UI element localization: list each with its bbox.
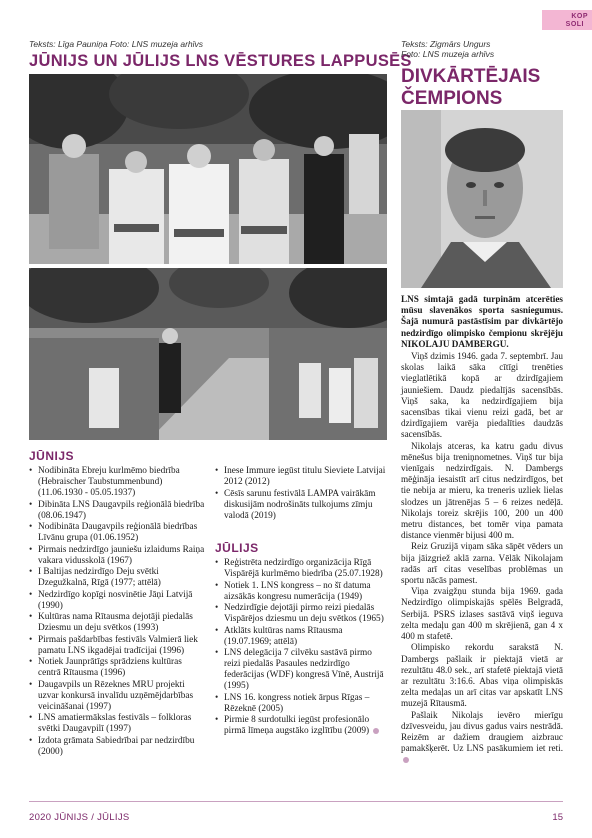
title-line: ČEMPIONS	[401, 88, 503, 109]
list-item: • Notiek Jaunprātīgs sprādziens kultūras centrā Rītausma (1996)	[29, 657, 206, 679]
article-paragraph: Nikolajs atceras, ka katru gadu divus mēnešus bija treniņnometnes. Viņš tur bija vienīgais nedzirdīgais. N. Dambergs mēģināja iesaistīt arī citus nedzirdīgos, bet tie nebija ar mieru, ka treneris uzliek lielas slodzes un jātrenējas 5 – 6 reizes nedēļā. Nikolajs toreiz skrējis 100, 200 un 400 metru distances, bet tomēr viņa pamata distance vienmēr bijusi 400 m.	[401, 440, 563, 541]
article-body	[401, 294, 563, 766]
photo-ritausma-opening	[29, 268, 387, 440]
article-lead: LNS simtajā gadā turpinām atcerēties mūsu slavenākos sporta sasniegumus. Šajā numurā pastāstīsim par divkārtējo nedzirdīgo olimpisko čempionu skrējēju NIKOLAJU DAMBERGU.	[401, 294, 563, 349]
badge-line2: SOLI	[565, 21, 584, 28]
july-heading: JŪLIJS	[215, 541, 259, 555]
list-item: • Nodibināta Ebreju kurlmēmo biedrība (Hebraischer Taubstummenbund) (11.06.1930 - 05.05.1937)	[29, 466, 206, 499]
list-item: • Inese Immure iegūst titulu Sieviete Latvijai 2012 (2012)	[215, 466, 387, 488]
kop-soli-badge	[542, 10, 592, 30]
june-list-continued	[215, 466, 387, 522]
list-item: • LNS amatiermākslas festivāls – folkloras svētki Daugavpilī (1997)	[29, 713, 206, 735]
list-item: • LNS 16. kongress notiek ārpus Rīgas – Rēzeknē (2005)	[215, 693, 387, 715]
list-item: • I Baltijas nedzirdīgo Deju svētki Dzegužkalnā, Rīgā (1977; attēlā)	[29, 567, 206, 589]
list-item: • Izdota grāmata Sabiedrībai par nedzirdību (2000)	[29, 736, 206, 758]
list-item: • Daugavpils un Rēzeknes MRU projekti uzvar konkursā invalīdu uzņēmējdarbības veicināšanai (1997)	[29, 680, 206, 713]
article-paragraph	[401, 710, 563, 766]
list-item: • Cēsīs sarunu festivālā LAMPA vairākām diskusijām nodrošināts tulkojums zīmju valodā (2019)	[215, 489, 387, 522]
footer-issue: 2020 JŪNIJS / JŪLIJS	[29, 812, 130, 823]
list-item: • Nedzirdīgie dejotāji pirmo reizi piedalās Vispārējos dziesmu un deju svētkos (1965)	[215, 603, 387, 625]
list-item: • Notiek 1. LNS kongress – no šī datuma aizsākās kongresu numerācija (1949)	[215, 581, 387, 603]
left-credit: Teksts: Līga Pauniņa Foto: LNS muzeja arhīvs	[29, 39, 204, 49]
end-marker-icon	[373, 728, 379, 734]
june-list	[29, 466, 206, 758]
right-article-title	[401, 66, 540, 110]
list-item: • Kultūras nama Rītausma dejotāji piedalās Dziesmu un deju svētkos (1993)	[29, 612, 206, 634]
right-credit-photo: Foto: LNS muzeja arhīvs	[401, 49, 495, 59]
june-heading: JŪNIJS	[29, 449, 75, 463]
title-line: DIVKĀRTĒJAIS	[401, 66, 541, 87]
list-item: • Pirmais nedzirdīgo jauniešu izlaidums Raiņa vakara vidusskolā (1967)	[29, 545, 206, 567]
photo-folk-dancers	[29, 74, 387, 264]
end-marker-icon	[403, 757, 409, 763]
article-paragraph: Viņa zvaigžņu stunda bija 1969. gada Nedzirdīgo olimpiskajās spēlēs Belgradā, Serbijā. PSRS izlases sastāvā viņš ieguva zelta medaļu gan 400 m skrējienā, gan 4 x 400 m stafetē.	[401, 586, 563, 642]
july-list	[215, 558, 387, 738]
list-item: • Pirmie 8 surdotulki iegūst profesionālo pirmā līmeņa augstāko izglītību (2009)	[215, 715, 387, 737]
list-item: • Nedzirdīgo kopīgi nosvinētie Jāņi Latvijā (1990)	[29, 590, 206, 612]
article-paragraph: Olimpisko rekordu sarakstā N. Dambergs pašlaik ir piektajā vietā ar rezultātu 48.0 sek., arī stafetē piektajā vietā ar rezultātu 3:16.6. Abas viņa olimpiskās zelta medaļas un arī citas var apskatīt LNS muzejā Rītausmā.	[401, 642, 563, 709]
article-paragraph: Viņš dzimis 1946. gada 7. septembrī. Jau skolas laikā sāka cītīgi trenēties vieglatlētikā kopā ar dzirdīgajiem jauniešiem. Daudz piedalījās sacensībās. Viņš saka, ka nedzirdīgajiem bija sacensības tikai vienu reizi gadā, bet ar dzirdīgajiem varēja piedalīties daudzās sacensībās.	[401, 351, 563, 440]
list-item: • LNS delegācija 7 cilvēku sastāvā pirmo reizi piedalās Pasaules nedzirdīgo federācijas (WDF) kongresā Vīnē, Austrijā (1995)	[215, 648, 387, 692]
right-credit-text: Teksts: Zigmārs Ungurs	[401, 39, 491, 49]
badge-line1: KOP	[571, 13, 588, 20]
page-number: 15	[552, 812, 563, 823]
article-paragraph-text: Pašlaik Nikolajs ievēro mierīgu dzīvesveidu, jau divus gadus vairs nestrādā. Reizēm ar dažiem draugiem aizbrauc pamakšķerēt. Uz LNS pasākumiem iet reti.	[401, 709, 563, 754]
list-item: • Nodibināta Daugavpils reģionālā biedrības Līvānu grupa (01.06.1952)	[29, 522, 206, 544]
list-item: • Pirmais pašdarbības festivāls Valmierā liek pamatu LNS ikgadējai tradīcijai (1996)	[29, 635, 206, 657]
article-paragraph: Reiz Gruzijā viņam sāka sāpēt vēders un bija jāizgriež aklā zarna. Vēlāk Nikolajam radās arī citas veselības problēmas un sportu nācās pamest.	[401, 541, 563, 586]
list-item: • Atklāts kultūras nams Rītausma (19.07.1969; attēlā)	[215, 626, 387, 648]
list-item: • Reģistrēta nedzirdīgo organizācija Rīgā Vispārējā kurlmēmo biedrība (25.07.1928)	[215, 558, 387, 580]
photo-portrait-dambergs	[401, 110, 563, 288]
list-item: • Dibināta LNS Daugavpils reģionālā biedrība (08.06.1947)	[29, 500, 206, 522]
footer-divider	[29, 801, 563, 802]
left-article-title: JŪNIJS UN JŪLIJS LNS VĒSTURES LAPPUSĒS	[29, 52, 412, 70]
